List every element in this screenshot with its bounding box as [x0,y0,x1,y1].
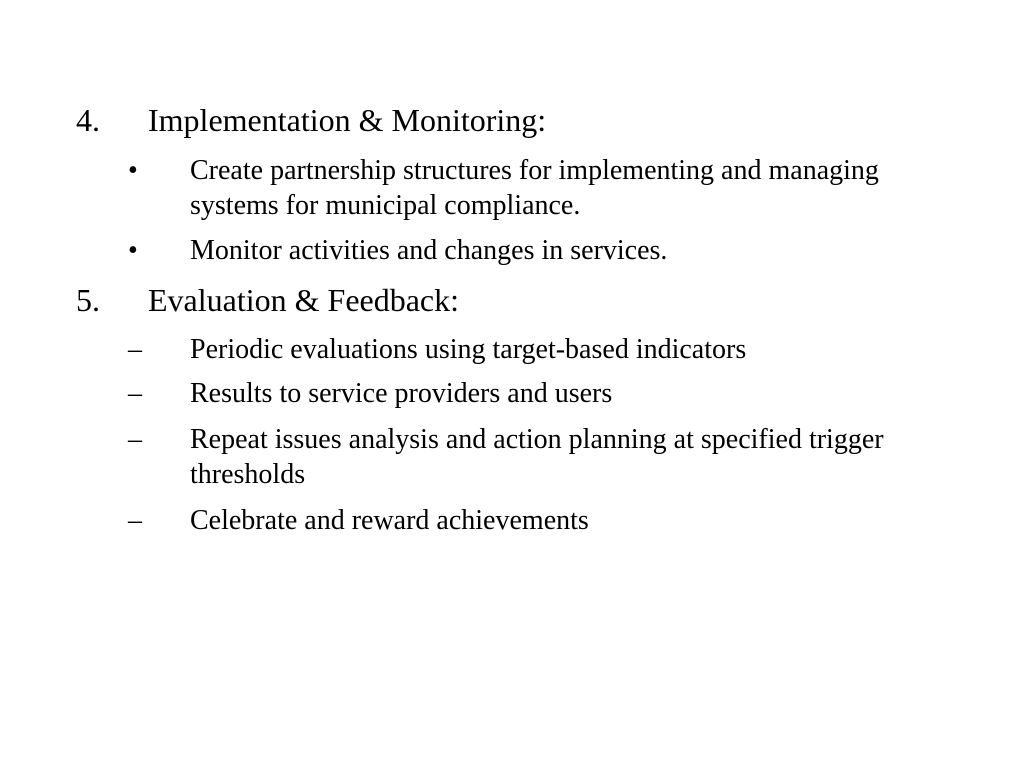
bullet-marker: • [128,235,138,266]
section-number: 5. [76,282,100,318]
list-item-text: Periodic evaluations using target-based indicators [190,334,747,365]
list-item [128,422,908,492]
list-item [128,233,908,268]
list-item [128,376,908,411]
list-item-text: Repeat issues analysis and action planning at specified trigger thresholds [190,424,884,490]
list-item [128,332,908,367]
list-item [128,153,908,223]
list-item-text: Results to service providers and users [190,378,613,409]
dash-marker: – [128,334,142,365]
list-item [128,503,908,538]
dash-marker: – [128,505,142,536]
section-title: Implementation & Monitoring: [148,102,547,138]
section-number: 4. [76,102,100,138]
list-item-text: Monitor activities and changes in services. [190,235,668,266]
dash-marker: – [128,424,142,455]
list-item-text: Create partnership structures for implementing and managing systems for municipal compliance. [190,155,879,221]
bullet-marker: • [128,155,138,186]
list-item-text: Celebrate and reward achievements [190,505,589,536]
section-title: Evaluation & Feedback: [148,282,460,318]
dash-marker: – [128,378,142,409]
